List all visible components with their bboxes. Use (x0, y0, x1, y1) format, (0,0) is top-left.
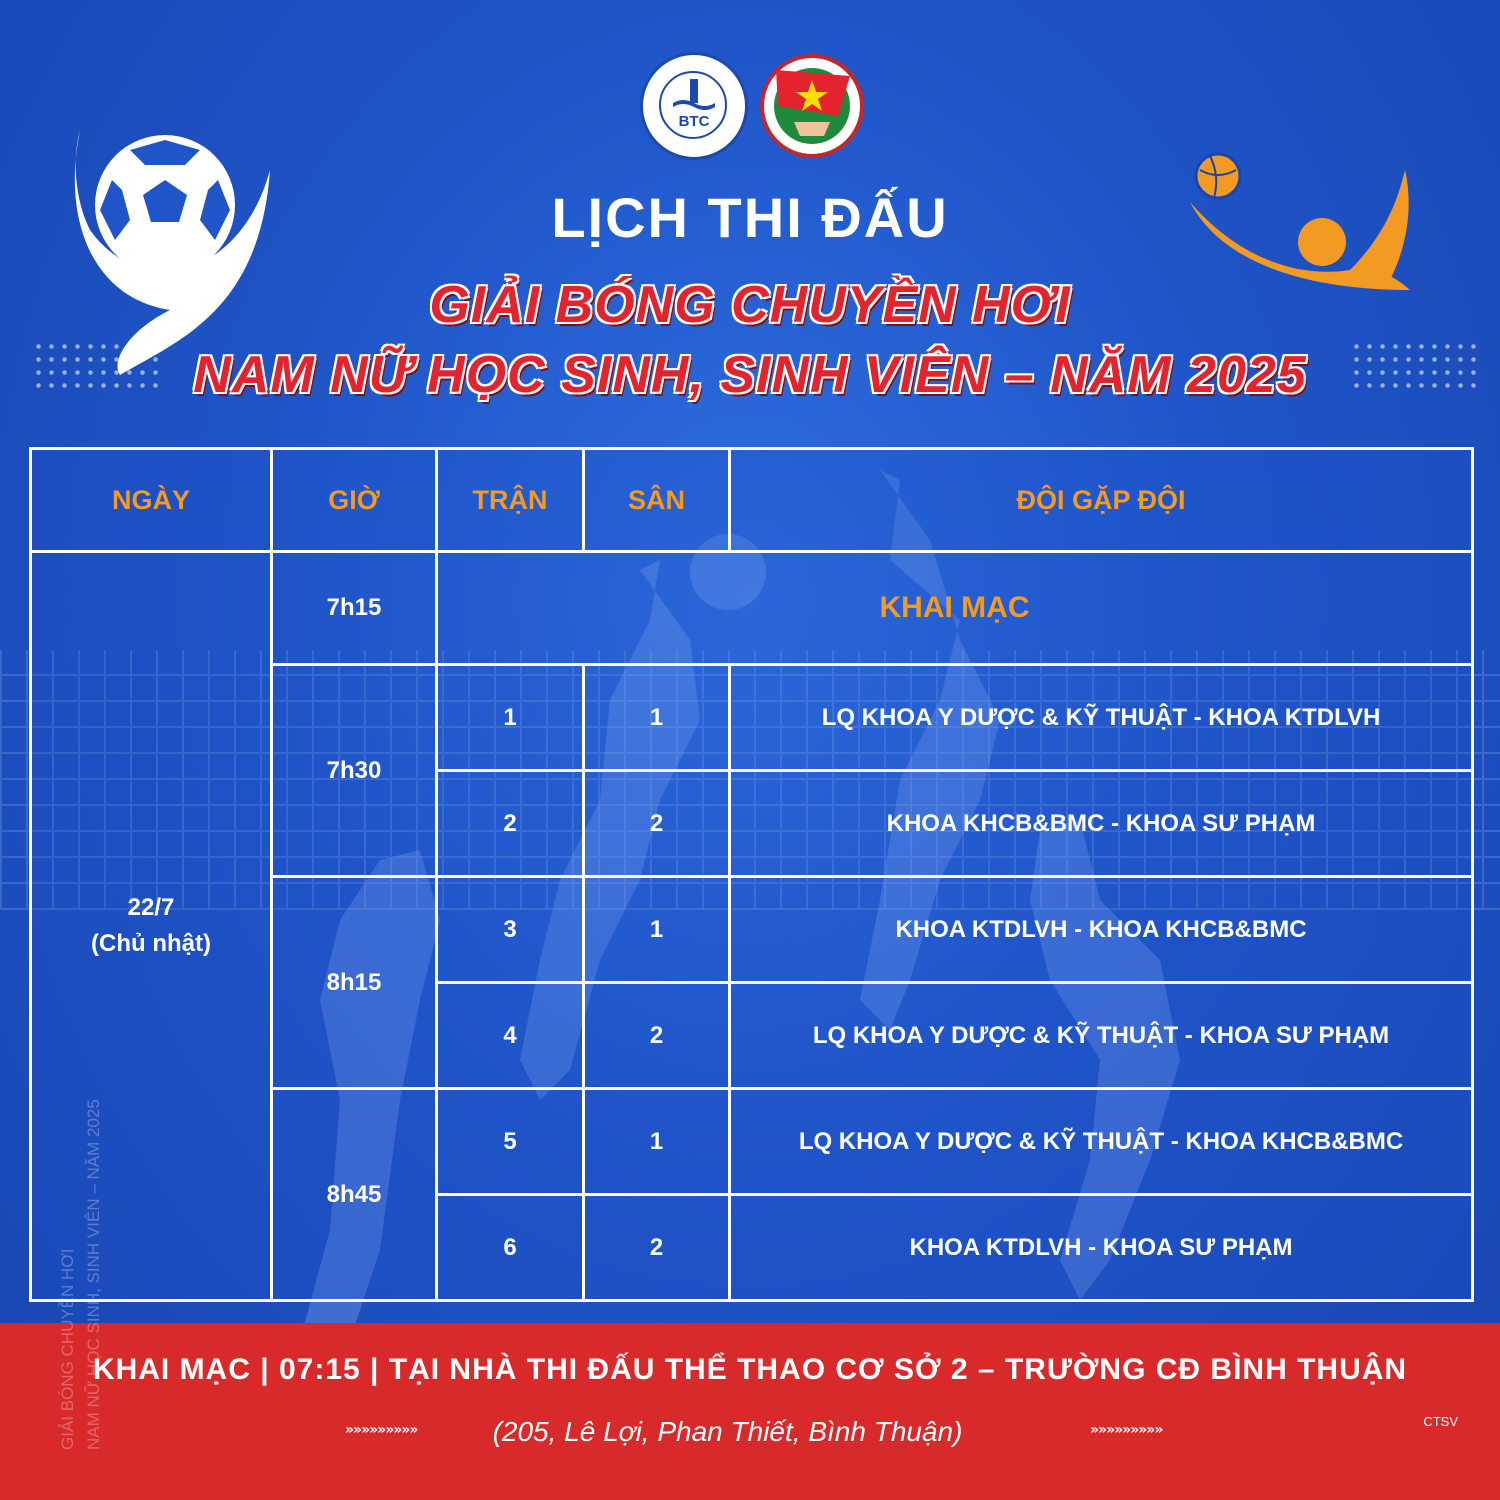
court-number: 2 (584, 1195, 730, 1301)
court-number: 1 (584, 877, 730, 983)
page-title: LỊCH THI ĐẤU (551, 186, 949, 249)
header-time: GIỜ (272, 449, 437, 552)
footer-banner (0, 1323, 1500, 1500)
btc-college-logo (640, 52, 748, 160)
header-match: TRẬN (437, 449, 584, 552)
btc-logo-text: BTC (678, 113, 710, 130)
header-court: SÂN (584, 449, 730, 552)
tournament-name-line2: NAM NỮ HỌC SINH, SINH VIÊN – NĂM 2025 (193, 346, 1307, 404)
court-number: 2 (584, 771, 730, 877)
match-number: 5 (437, 1089, 584, 1195)
match-teams: KHOA KTDLVH - KHOA KHCB&BMC (730, 877, 1473, 983)
schedule-table (29, 447, 1474, 1302)
time-cell: 7h30 (272, 665, 437, 877)
match-teams: LQ KHOA Y DƯỢC & KỸ THUẬT - KHOA SƯ PHẠM (730, 983, 1473, 1089)
match-teams: LQ KHOA Y DƯỢC & KỸ THUẬT - KHOA KTDLVH (730, 665, 1473, 771)
match-number: 3 (437, 877, 584, 983)
date-value: 22/7 (127, 894, 175, 921)
youth-union-logo (758, 52, 866, 160)
match-number: 6 (437, 1195, 584, 1301)
arrows-decoration-right: »»»»»»»»» (1090, 1422, 1163, 1438)
match-teams: LQ KHOA Y DƯỢC & KỸ THUẬT - KHOA KHCB&BMC (730, 1089, 1473, 1195)
opening-ceremony-cell: KHAI MẠC (437, 552, 1473, 665)
header-teams: ĐỘI GẶP ĐỘI (730, 449, 1473, 552)
match-teams: KHOA KTDLVH - KHOA SƯ PHẠM (730, 1195, 1473, 1301)
court-number: 1 (584, 665, 730, 771)
match-teams: KHOA KHCB&BMC - KHOA SƯ PHẠM (730, 771, 1473, 877)
date-weekday: (Chủ nhật) (91, 930, 211, 957)
logos (640, 52, 870, 162)
table-header-row (31, 449, 1473, 552)
time-cell: 7h15 (272, 552, 437, 665)
venue-address: (205, Lê Lợi, Phan Thiết, Bình Thuận) (492, 1416, 963, 1447)
lighthouse-icon (671, 77, 717, 111)
watermark-line2: NAM NỮ HỌC SINH, SINH VIÊN – NĂM 2025 (84, 1099, 103, 1450)
header-date: NGÀY (31, 449, 272, 552)
tournament-name-line1: GIẢI BÓNG CHUYỀN HƠI (429, 276, 1071, 334)
opening-info: KHAI MẠC | 07:15 | TẠI NHÀ THI ĐẤU THỂ THAO CƠ SỞ 2 – TRƯỜNG CĐ BÌNH THUẬN (92, 1353, 1408, 1386)
time-cell: 8h15 (272, 877, 437, 1089)
court-number: 1 (584, 1089, 730, 1195)
watermark-line1: GIẢI BÓNG CHUYỀN HƠI (58, 1248, 77, 1450)
watermark-vertical-text (55, 1000, 107, 1450)
match-number: 4 (437, 983, 584, 1089)
time-cell: 8h45 (272, 1089, 437, 1301)
match-number: 2 (437, 771, 584, 877)
arrows-decoration-left: »»»»»»»»» (345, 1422, 418, 1438)
table-row-opening (31, 552, 1473, 665)
match-number: 1 (437, 665, 584, 771)
credit-text: CTSV (1423, 1414, 1458, 1429)
court-number: 2 (584, 983, 730, 1089)
